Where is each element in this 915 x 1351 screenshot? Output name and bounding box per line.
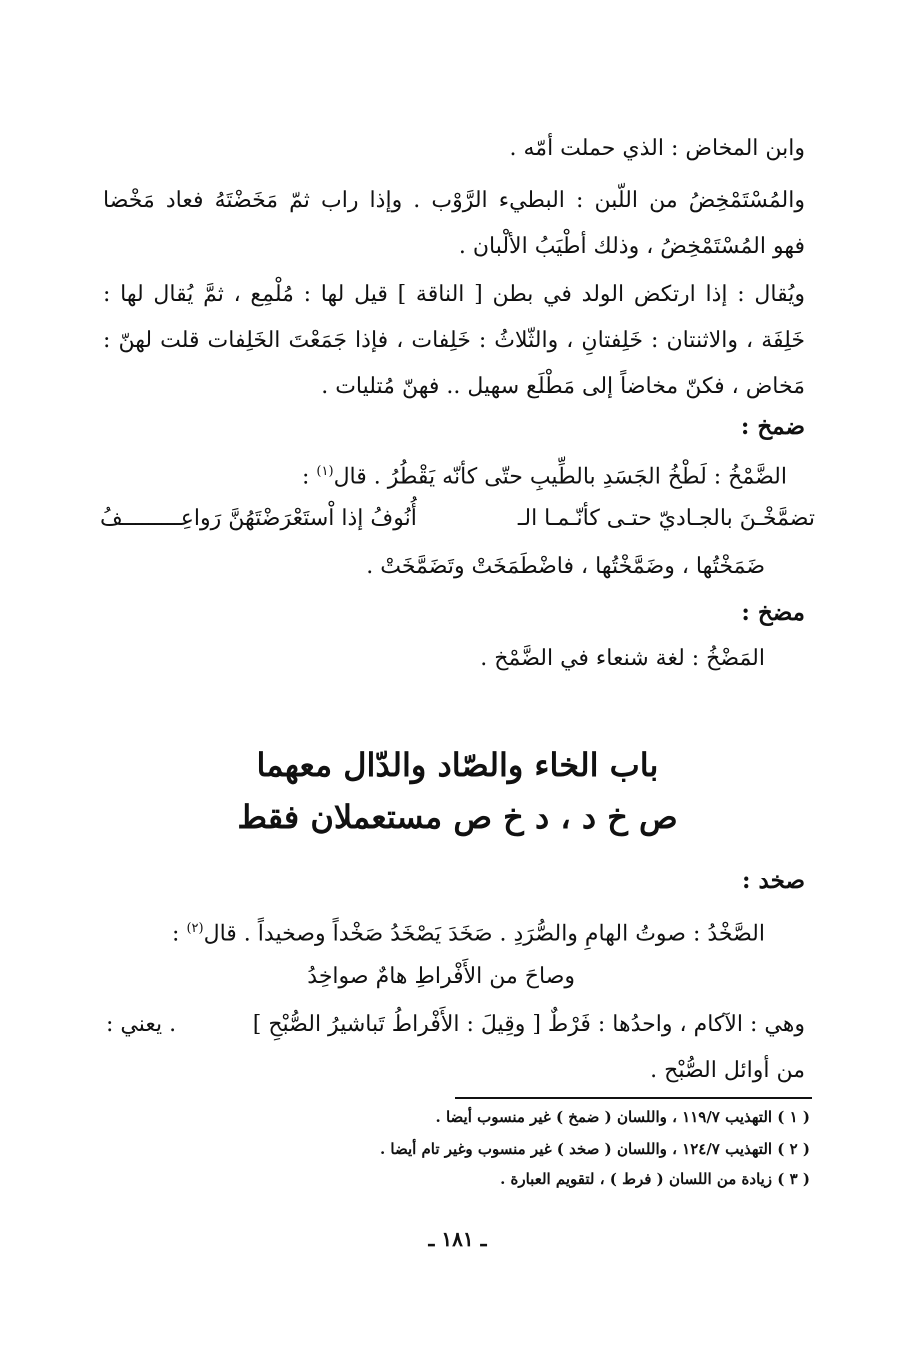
entry-heading: صخد : [742,867,805,894]
entry-text-body: الصَّخْدُ : صوتُ الهامِ والصُّرَدِ . صَخَدَ يَصْخَدُ صَخْداً وصخيداً . قال [203,921,765,947]
footnote-ref: (١) [316,464,334,479]
footnote-rule [455,1097,812,1099]
footnote: ( ٢ ) التهذيب ١٢٤/٧ ، واللسان ( صخد ) غير منسوب وغير تام أيضا . [379,1140,810,1158]
text-line: فهو المُسْتَمْخِضُ ، وذلك أطْيَبُ الألْبان . [458,234,805,259]
entry-text-end: : [172,921,180,947]
entry-text: وهي : الآكام ، واحدُها : فَرْطٌ [ وقِيلَ : الأَفْراطُ تَباشيرُ الصُّبْحِ ] [252,1012,805,1037]
entry-text-body: الضَّمْخُ : لَطْخُ الجَسَدِ بالطِّيبِ حتّى كأنّه يَقْطُرُ . قال [333,464,787,490]
footnote: ( ١ ) التهذيب ١١٩/٧ ، واللسان ( ضمخ ) غير منسوب أيضا . [435,1108,810,1126]
entry-text-end: . يعني : [106,1012,177,1037]
text-line: ويُقال : إذا ارتكض الولد في بطن [ الناقة ] قيل لها : مُلْمِع ، ثمَّ يُقال لها : [103,282,805,307]
entry-text: ضَمَخْتُها ، وضَمَّخْتُها ، فاضْطَمَخَتْ وتَضَمَّخَتْ . [366,554,765,579]
text-line: خَلِفَة ، والاثنتان : خَلِفتانِ ، والثّلاثُ : خَلِفات ، فإذا جَمَعْتَ الخَلِفات قلت لهنّ : [103,328,805,353]
text-line: والمُسْتَمْخِضُ من اللّبن : البطيء الرَّوْب . وإذا راب ثمّ مَخَضْتَهُ فعاد مَخْضا [103,188,805,213]
footnote-ref: (٢) [186,921,204,936]
chapter-subtitle: ص خ د ، د خ ص مستعملان فقط [237,798,678,836]
entry-text-end: : [302,464,310,490]
verse-hemistich: وصاحَ من الأَفْراطِ هامٌ صواخِدُ [307,964,575,989]
entry-text: المَضْخُ : لغة شنعاء في الضَّمْخ . [480,646,765,671]
entry-text [302,457,787,492]
page-number: ـ ١٨١ ـ [428,1227,487,1251]
text-line: مَخاض ، فكنّ مخاضاً إلى مَطْلَع سهيل .. فهنّ مُتليات . [321,374,805,399]
entry-heading: مضخ : [741,599,805,626]
entry-heading: ضمخ : [740,413,805,440]
chapter-title: باب الخاء والصّاد والدّال معهما [256,746,659,784]
text-line: وابن المخاض : الذي حملت أمّه . [509,136,805,161]
entry-text: من أوائل الصُّبْح . [650,1058,805,1083]
verse-hemistich-first: تضمَّخْـنَ بالجـاديّ حتـى كأنّـمـا الـ [517,506,815,531]
verse-hemistich-second: أُنُوفُ إذا اْستَعْرَضْتَهُنَّ رَواعِـــــــــفُ [100,506,417,531]
entry-text [172,914,765,949]
footnote: ( ٣ ) زيادة من اللسان ( فرط ) ، لتقويم العبارة . [500,1170,810,1188]
